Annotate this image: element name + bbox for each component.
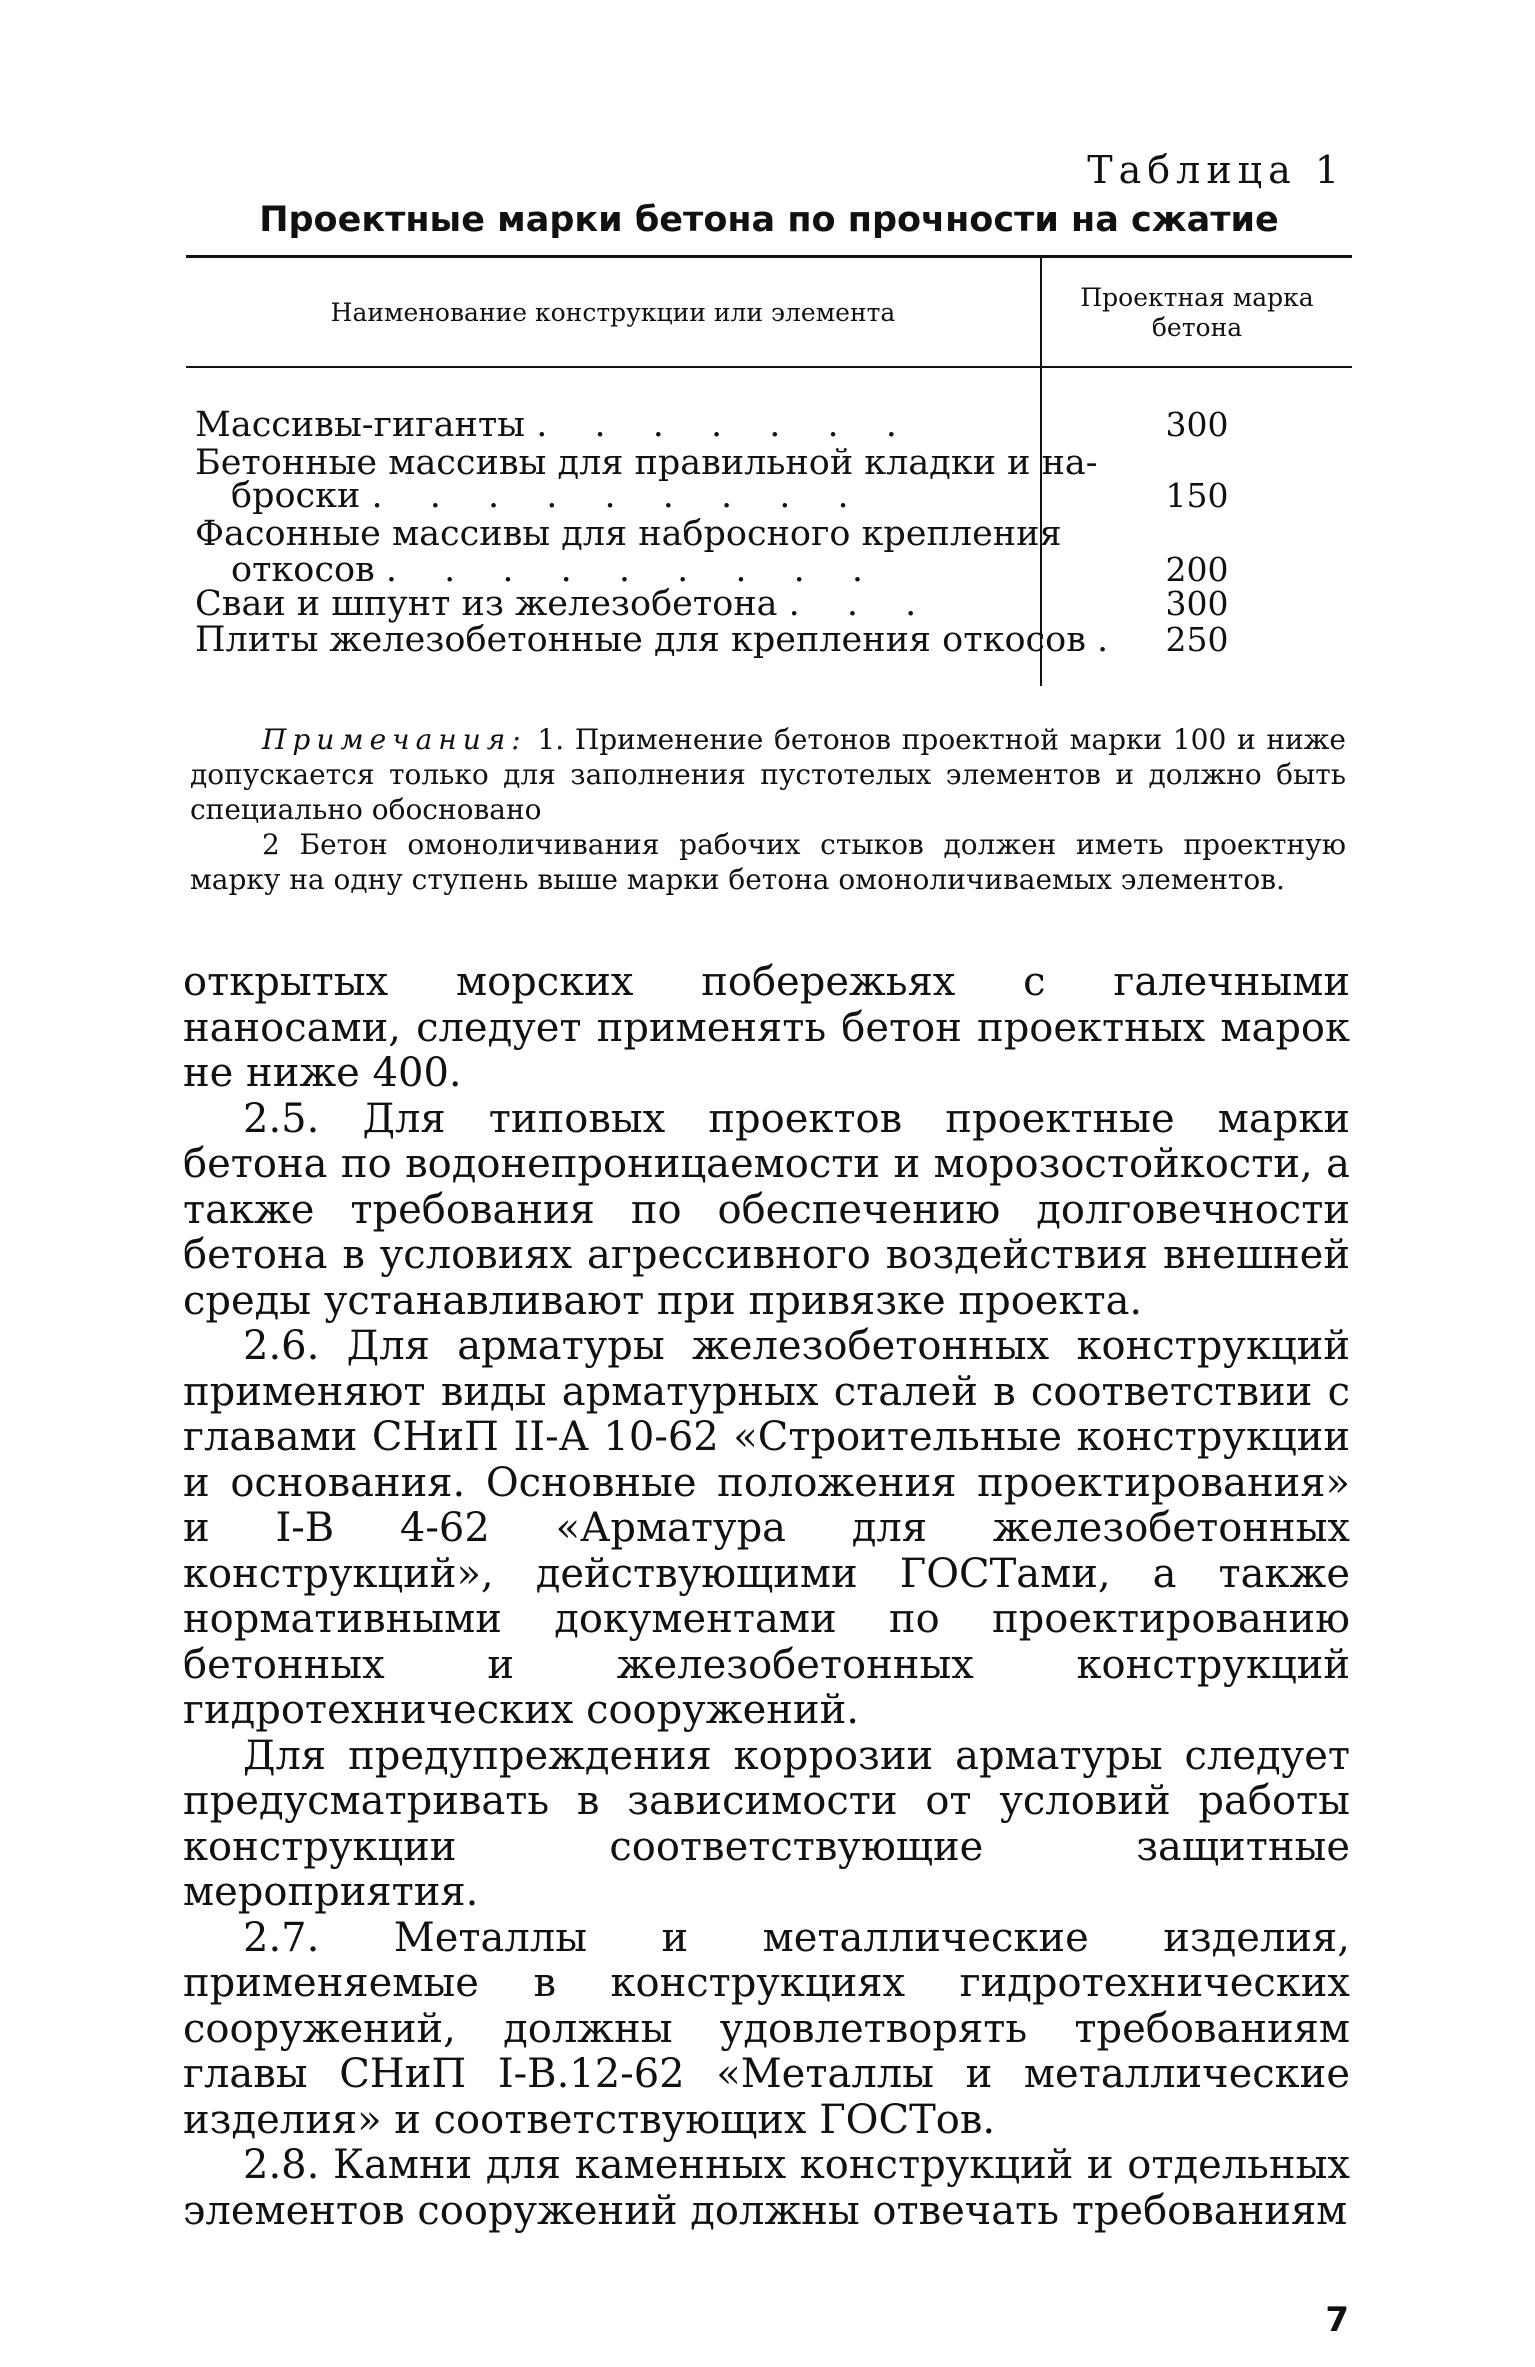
row-label: Бетонные массивы для правильной кладки и на-: [195, 443, 1098, 483]
leader-dots: . . . . . . . . .: [371, 476, 867, 516]
paragraph-2-5: 2.5. Для типовых проектов проектные марки бетона по водонепроницаемости и морозостойкости, а также требования по обеспечению долговечности бетона в условиях агрессивного воздействия внешней среды устанавливают при привязке проекта.: [183, 1095, 1350, 1324]
header-concrete-grade: Проектная марка бетона: [1080, 283, 1314, 342]
body-text: [183, 960, 1350, 2234]
leader-dots: .: [1097, 620, 1127, 660]
table-row: [195, 514, 1062, 554]
paragraph-2-6: 2.6. Для арматуры железобетонных конструкций применяют виды арматурных сталей в соответствии с главами СНиП II-А 10-62 «Строительные конструкции и основания. Основные положения проектирования» и I-В 4-62 «Арматура для железобетонных конструкций», действующими ГОСТами, а также нормативными документами по проектированию бетонных и железобетонных конструкций гидротехнических сооружений.: [183, 1323, 1350, 1733]
row-label: Фасонные массивы для набросного крепления: [195, 514, 1062, 554]
row-label: Массивы-гиганты: [195, 405, 526, 445]
row-label-continuation: откосов: [231, 550, 375, 590]
paragraph-continuation: открытых морских побережьях с галечными наносами, следует применять бетон проектных марок не ниже 400.: [183, 959, 1350, 1096]
table-notes: [190, 722, 1346, 897]
note-1: 1. Применение бетонов проектной марки 100 и ниже допускается только для заполнения пустотелых элементов и должно быть специально обосновано: [190, 723, 1346, 826]
leader-dots: . . . . . . . . .: [385, 550, 882, 590]
row-label: Сваи и шпунт из железобетона: [195, 584, 778, 624]
header-construction-name: Наименование конструкции или элемента: [330, 298, 896, 327]
table-header-rule: [186, 366, 1352, 368]
paragraph-corrosion: Для предупреждения коррозии арматуры следует предусматривать в зависимости от условий работы конструкции соответствующие защитные мероприятия.: [183, 1732, 1350, 1915]
row-value: 200: [1165, 550, 1229, 589]
table-row: [195, 406, 1040, 444]
row-value: 150: [1165, 476, 1229, 515]
page-number: 7: [1325, 2300, 1349, 2340]
note-2: 2 Бетон омоноличивания рабочих стыков должен иметь проектную марку на одну ступень выше марки бетона омоноличиваемых элементов.: [190, 828, 1346, 896]
table-title: Проектные марки бетона по прочности на сжатие: [259, 200, 1279, 240]
row-value: 300: [1165, 584, 1229, 623]
row-label: Плиты железобетонные для крепления откосов: [195, 620, 1086, 660]
paragraph-2-8: 2.8. Камни для каменных конструкций и отдельных элементов сооружений должны отвечать требованиям: [183, 2142, 1350, 2234]
notes-heading: Примечания:: [262, 723, 527, 756]
row-value: 250: [1165, 620, 1229, 659]
table-row: [195, 585, 1040, 623]
row-value: 300: [1165, 405, 1229, 444]
table-row-continuation: [195, 477, 1076, 515]
table-top-rule: [186, 255, 1352, 258]
leader-dots: . . .: [788, 584, 935, 624]
row-label-continuation: броски: [231, 476, 361, 516]
table-label: Таблица 1: [1087, 148, 1345, 192]
paragraph-2-7: 2.7. Металлы и металлические изделия, применяемые в конструкциях гидротехнических сооружений, должны удовлетворять требованиям главы СНиП I-В.12-62 «Металлы и металлические изделия» и соответствующих ГОСТов.: [183, 1914, 1350, 2143]
table-row: [195, 620, 1127, 660]
leader-dots: . . . . . . .: [536, 405, 915, 445]
